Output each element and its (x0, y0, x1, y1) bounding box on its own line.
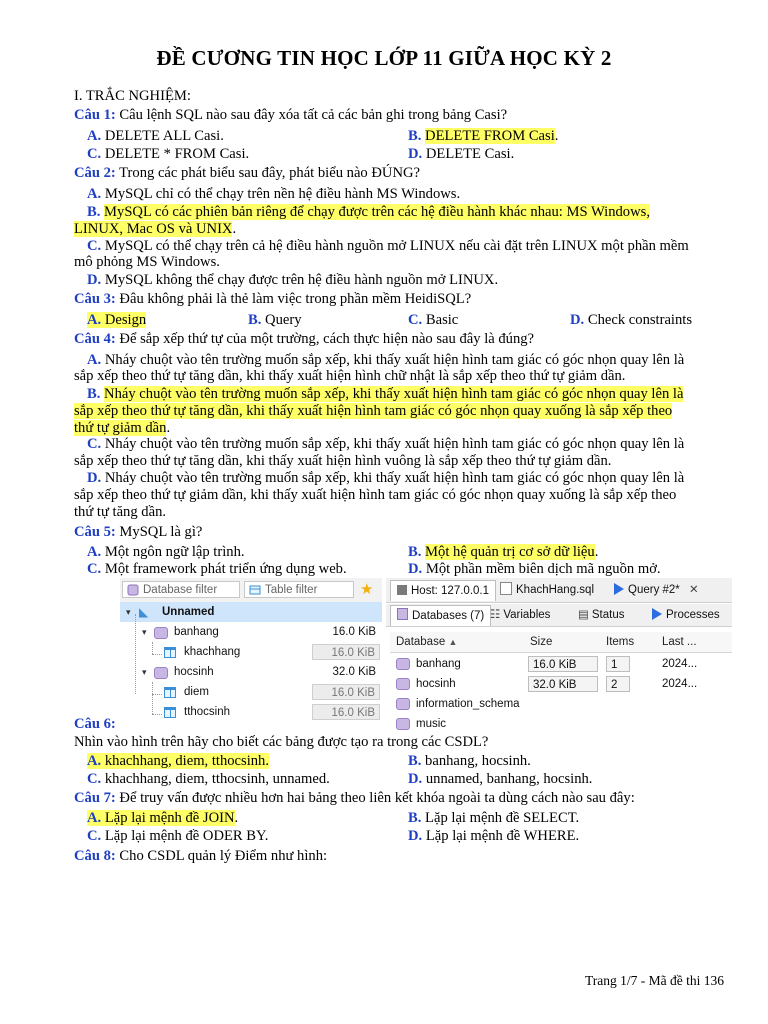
q1-option-c: C. DELETE * FROM Casi. (87, 146, 250, 162)
q3-option-d: D. Check constraints (570, 312, 693, 328)
tab-khachhang-sql[interactable]: KhachHang.sql (494, 580, 600, 601)
q2-option-a: A. MySQL chỉ có thể chạy trên nền hệ điều hành MS Windows. (87, 186, 461, 202)
q2-option-b: B. MySQL có các phiên bản riêng để chạy được trên các hệ điều hành khác nhau: MS Windows, (87, 204, 650, 220)
play-icon (614, 583, 624, 595)
q2-option-b-cont: LINUX, Mac OS và UNIX. (74, 221, 237, 237)
database-icon (396, 678, 410, 690)
question-6: Nhìn vào hình trên hãy cho biết các bảng được tạo ra trong các CSDL? (74, 734, 489, 750)
question-2: Câu 2: Trong các phát biểu sau đây, phát biểu nào ĐÚNG? (74, 165, 421, 181)
question-1: Câu 1: Câu lệnh SQL nào sau đây xóa tất cả các bản ghi trong bảng Casi? (74, 107, 508, 123)
q2-option-d: D. MySQL không thể chạy được trên hệ điều hành nguồn mở LINUX. (87, 272, 499, 288)
database-icon (396, 658, 410, 670)
question-4: Câu 4: Để sắp xếp thứ tự của một trường, cách thực hiện nào sau đây là đúng? (74, 331, 535, 347)
q7-option-d: D. Lặp lại mệnh đề WHERE. (408, 828, 580, 844)
section-heading: I. TRẮC NGHIỆM: (74, 88, 191, 104)
q1-option-b: B. DELETE FROM Casi. (408, 128, 559, 144)
tree-item-hocsinh[interactable]: ▾ hocsinh 32.0 KiB (142, 666, 376, 678)
file-icon (500, 582, 512, 595)
q5-option-c: C. Một framework phát triển ứng dụng web. (87, 561, 347, 577)
q6-option-c: C. khachhang, diem, tthocsinh, unnamed. (87, 771, 330, 787)
q4-option-b: B. Nháy chuột vào tên trường muốn sắp xếp, khi thấy xuất hiện hình tam giác có góc nhọn quay lên là (87, 386, 684, 402)
q1-option-d: D. DELETE Casi. (408, 146, 515, 162)
page-footer: Trang 1/7 - Mã đề thi 136 (585, 973, 724, 988)
q4-option-c: C. Nháy chuột vào tên trường muốn sắp xếp, khi thấy xuất hiện hình tam giác có góc nhọn quay lên là (87, 436, 685, 452)
tree-selection (120, 602, 382, 622)
q5-option-a: A. Một ngôn ngữ lập trình. (87, 544, 245, 560)
column-header-items[interactable]: Items (606, 636, 635, 648)
q6-option-d: D. unnamed, banhang, hocsinh. (408, 771, 593, 787)
question-3: Câu 3: Đâu không phải là thẻ làm việc trong phần mềm HeidiSQL? (74, 291, 472, 307)
database-icon (397, 608, 408, 620)
tree-item-tthocsinh[interactable]: tthocsinh 16.0 KiB (162, 702, 382, 722)
tree-item-diem[interactable]: diem 16.0 KiB (162, 682, 382, 702)
q7-option-a: A. Lặp lại mệnh đề JOIN. (87, 810, 239, 826)
tree-item-khachhang[interactable]: khachhang 16.0 KiB (162, 642, 382, 662)
q4-option-b-cont2: thứ tự giảm dần. (74, 420, 171, 436)
server-icon (397, 585, 407, 595)
database-filter-icon (127, 584, 139, 596)
status-icon: ▤ (578, 609, 589, 621)
database-icon (154, 667, 168, 679)
column-header-database[interactable]: Database ▲ (396, 636, 458, 648)
q6-option-a: A. khachhang, diem, tthocsinh. (87, 753, 270, 769)
heidisql-screenshot (120, 578, 732, 732)
column-header-size[interactable]: Size (530, 636, 553, 648)
page-title: ĐỀ CƯƠNG TIN HỌC LỚP 11 GIỮA HỌC KỲ 2 (156, 46, 612, 70)
table-icon (164, 707, 176, 718)
database-icon (396, 698, 410, 710)
question-7: Câu 7: Để truy vấn được nhiều hơn hai bảng theo liên kết khóa ngoài ta dùng cách nào sau đây: (74, 790, 635, 806)
tree-item-banhang[interactable]: ▾ banhang 16.0 KiB (142, 626, 376, 638)
q1-option-a: A. DELETE ALL Casi. (87, 128, 224, 144)
host-pane (386, 578, 732, 732)
table-filter-icon (249, 584, 261, 596)
tab-status[interactable]: ▤ Status (578, 609, 625, 621)
close-icon[interactable]: ✕ (688, 584, 699, 596)
filter-bar (120, 578, 382, 603)
tab-host[interactable]: Host: 127.0.0.1 (390, 580, 496, 601)
q6-option-b: B. banhang, hocsinh. (408, 753, 531, 769)
database-icon (154, 627, 168, 639)
q3-option-c: C. Basic (408, 312, 459, 328)
q5-option-d: D. Một phần mềm biên dịch mã nguồn mở. (408, 561, 661, 577)
host-subtabs (386, 604, 732, 627)
question-6-label: Câu 6: (74, 716, 116, 732)
tab-query-2[interactable]: Query #2* ✕ (608, 580, 705, 601)
database-icon (396, 718, 410, 730)
q5-option-b: B. Một hệ quản trị cơ sở dữ liệu. (408, 544, 599, 560)
tab-processes[interactable]: Processes (646, 605, 726, 626)
q4-option-d-cont2: thứ tự tăng dần. (74, 504, 167, 520)
q4-option-d-cont: sắp xếp theo thứ tự giảm dần, khi thấy xuất hiện hình tam giác có góc nhọn quay xuống là sắp xếp theo (74, 487, 677, 503)
main-tabs (386, 578, 732, 603)
q4-option-d: D. Nháy chuột vào tên trường muốn sắp xếp, khi thấy xuất hiện hình tam giác có góc nhọn quay lên là (87, 470, 685, 486)
q4-option-c-cont: sắp xếp theo thứ tự tăng dần, khi thấy xuất hiện hình vuông là sắp xếp theo thứ tự giảm dần. (74, 453, 612, 469)
table-filter-input[interactable]: Table filter (244, 581, 354, 598)
q2-option-c: C. MySQL có thể chạy trên cả hệ điều hành nguồn mở LINUX nếu cài đặt trên LINUX một phần mềm (87, 238, 689, 254)
q3-option-b: B. Query (248, 312, 302, 328)
variables-icon: ☷ (490, 609, 501, 621)
tab-databases[interactable]: Databases (7) (390, 605, 491, 626)
question-5: Câu 5: MySQL là gì? (74, 524, 203, 540)
database-tree-pane: Database filter Table filter ★ ▾ ◣ Unnamed ▾ banhang 16.0 KiB khachhang 16.0 KiB ▾ hocsinh 32.0 KiB diem 16.0 KiB tthocsinh 16.0 KiB (120, 578, 382, 732)
column-header-last[interactable]: Last ... (662, 636, 697, 648)
q7-option-c: C. Lặp lại mệnh đề ODER BY. (87, 828, 269, 844)
q4-option-a-cont: sắp xếp theo thứ tự tăng dần, khi thấy xuất hiện hình chữ nhật là sắp xếp theo thứ tự giảm dần. (74, 368, 626, 384)
favorite-star-icon[interactable]: ★ (360, 581, 374, 598)
q7-option-b: B. Lặp lại mệnh đề SELECT. (408, 810, 580, 826)
q4-option-a: A. Nháy chuột vào tên trường muốn sắp xếp, khi thấy xuất hiện hình tam giác có góc nhọn quay lên là (87, 352, 685, 368)
table-icon (164, 647, 176, 658)
databases-grid: Database ▲ Size Items Last ... banhang 16.0 KiB 1 2024... hocsinh 32.0 KiB 2 2024... information_schema music (386, 626, 732, 732)
q3-option-a: A. Design (87, 312, 147, 328)
table-icon (164, 687, 176, 698)
q4-option-b-cont: sắp xếp theo thứ tự tăng dần, khi thấy xuất hiện hình tam giác có góc nhọn quay xuống là sắp xếp theo (74, 403, 673, 419)
database-filter-input[interactable]: Database filter (122, 581, 240, 598)
question-8: Câu 8: Cho CSDL quản lý Điểm như hình: (74, 848, 328, 864)
tab-variables[interactable]: ☷ Variables (490, 609, 551, 621)
processes-icon (652, 608, 662, 620)
q2-option-c-cont: mô phỏng MS Windows. (74, 254, 220, 270)
